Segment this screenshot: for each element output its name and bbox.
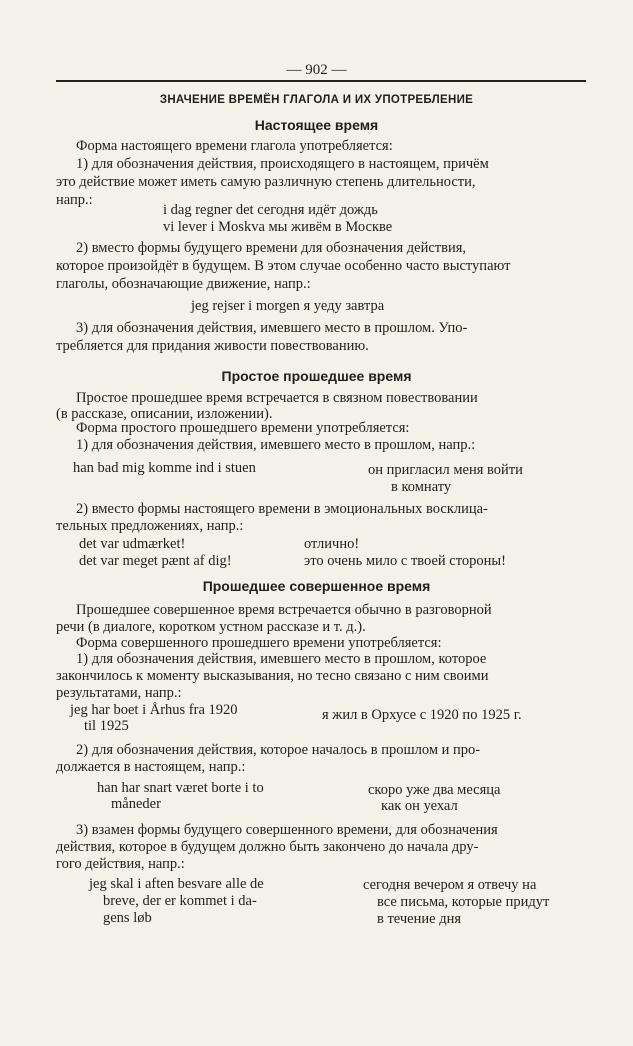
example-russian: сегодня вечером я отвечу на (363, 877, 537, 893)
example-line: i dag regner det сегодня идёт дождь (163, 202, 378, 218)
paragraph-line: (в рассказе, описании, изложении). (56, 406, 273, 422)
paragraph-line: 3) для обозначения действия, имевшего место в прошлом. Упо- (76, 320, 468, 336)
paragraph-line: тельных предложениях, напр.: (56, 518, 244, 534)
page-number: — 902 — (286, 62, 347, 78)
paragraph-line: гого действия, напр.: (56, 856, 185, 872)
example-russian: отлично! (304, 536, 360, 552)
example-line: jeg rejser i morgen я уеду завтра (191, 298, 385, 314)
paragraph-line: которое произойдёт в будущем. В этом случае особенно часто выступают (56, 258, 511, 274)
example-line: vi lever i Moskva мы живём в Москве (163, 219, 393, 235)
example-russian: я жил в Орхусе с 1920 по 1925 г. (322, 707, 522, 723)
paragraph-line: 2) вместо формы будущего времени для обозначения действия, (76, 240, 467, 256)
example-danish: det var meget pænt af dig! (79, 553, 232, 569)
paragraph-line: требляется для придания живости повествованию. (56, 338, 369, 354)
section-heading-perfect: Прошедшее совершенное время (202, 578, 431, 594)
main-title: ЗНАЧЕНИЕ ВРЕМЁН ГЛАГОЛА И ИХ УПОТРЕБЛЕНИЕ (159, 94, 474, 106)
example-danish: jeg skal i aften besvare alle de (89, 876, 264, 892)
paragraph-line: 1) для обозначения действия, имевшего место в прошлом, которое (76, 651, 487, 667)
example-danish: det var udmærket! (79, 536, 186, 552)
example-danish: til 1925 (84, 718, 129, 734)
example-danish: måneder (111, 796, 161, 812)
example-russian: как он уехал (381, 798, 458, 814)
example-russian: все письма, которые придут (377, 894, 550, 910)
example-danish: gens løb (103, 910, 152, 926)
paragraph-line: напр.: (56, 192, 93, 208)
example-danish: jeg har boet i Århus fra 1920 (70, 702, 238, 718)
paragraph-line: результатами, напр.: (56, 685, 182, 701)
paragraph-line: 3) взамен формы будущего совершенного времени, для обозначения (76, 822, 498, 838)
paragraph-line: Прошедшее совершенное время встречается обычно в разговорной (76, 602, 492, 618)
example-russian: в комнату (391, 479, 452, 495)
paragraph-line: закончилось к моменту высказывания, но тесно связано с ним своими (56, 668, 489, 684)
example-russian: это очень мило с твоей стороны! (304, 553, 506, 569)
paragraph-line: глаголы, обозначающие движение, напр.: (56, 276, 311, 292)
example-danish: breve, der er kommet i da- (103, 893, 257, 909)
paragraph-line: 1) для обозначения действия, происходящего в настоящем, причём (76, 156, 489, 172)
paragraph-line: должается в настоящем, напр.: (56, 759, 246, 775)
example-russian: он пригласил меня войти (368, 462, 523, 478)
section-heading-simple-past: Простое прошедшее время (221, 368, 412, 384)
paragraph-line: Форма простого прошедшего времени употребляется: (76, 420, 410, 436)
paragraph-line: речи (в диалоге, коротком устном рассказе и т. д.). (56, 619, 366, 635)
paragraph-line: Форма настоящего времени глагола употребляется: (76, 138, 393, 154)
paragraph-line: Простое прошедшее время встречается в связном повествовании (76, 390, 478, 406)
example-danish: han har snart været borte i to (97, 780, 264, 796)
paragraph-line: это действие может иметь самую различную степень длительности, (56, 174, 476, 190)
section-heading-present: Настоящее время (254, 117, 379, 133)
example-russian: скоро уже два месяца (368, 782, 501, 798)
header-rule (56, 80, 586, 82)
paragraph-line: Форма совершенного прошедшего времени употребляется: (76, 635, 442, 651)
paragraph-line: действия, которое в будущем должно быть закончено до начала дру- (56, 839, 479, 855)
example-danish: han bad mig komme ind i stuen (73, 460, 256, 476)
example-russian: в течение дня (377, 911, 461, 927)
paragraph-line: 1) для обозначения действия, имевшего место в прошлом, напр.: (76, 437, 476, 453)
paragraph-line: 2) для обозначения действия, которое началось в прошлом и про- (76, 742, 481, 758)
paragraph-line: 2) вместо формы настоящего времени в эмоциональных восклица- (76, 501, 488, 517)
